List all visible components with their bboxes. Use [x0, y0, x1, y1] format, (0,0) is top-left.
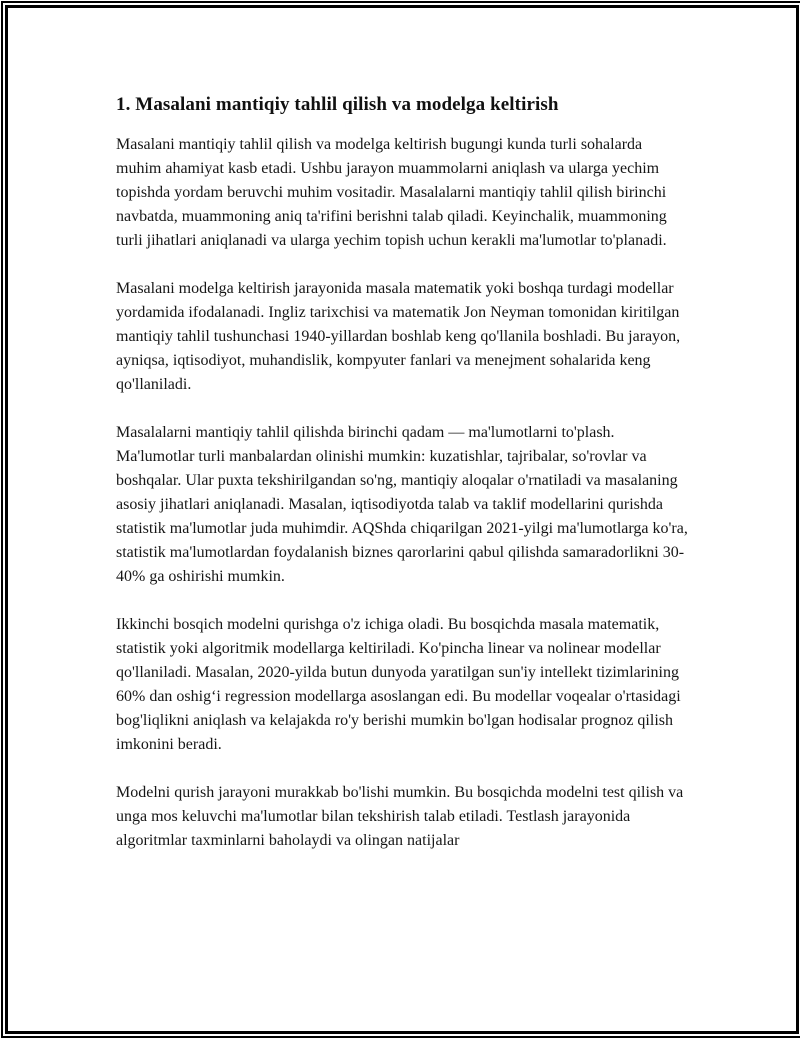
paragraph-1: Masalani mantiqiy tahlil qilish va modelga keltirish bugungi kunda turli sohalarda muhim ahamiyat kasb etadi. Ushbu jarayon muammolarni aniqlash va ularga yechim topishda yordam beruvchi muhim vositadir. Masalalarni mantiqiy tahlil qilish birinchi navbatda, muammoning aniq ta'rifini berishni talab qiladi. Keyinchalik, muammoning turli jihatlari aniqlanadi va ularga yechim topish uchun kerakli ma'lumotlar to'planadi.: [116, 136, 667, 249]
page-frame-outer: [1, 1, 800, 1038]
paragraph-4: Ikkinchi bosqich modelni qurishga o'z ichiga oladi. Bu bosqichda masala matematik, statistik yoki algoritmik modellarga keltiriladi. Ko'pincha linear va nolinear modellar qo'llaniladi. Masalan, 2020-yilda butun dunyoda yaratilgan sun'iy intellekt tizimlarining 60% dan oshigʻi regression modellarga asoslangan edi. Bu modellar voqealar o'rtasidagi bog'liqlikni aniqlash va kelajakda ro'y berishi mumkin bo'lgan hodisalar prognoz qilish imkonini beradi.: [116, 616, 681, 753]
paragraph-2: Masalani modelga keltirish jarayonida masala matematik yoki boshqa turdagi modellar yordamida ifodalanadi. Ingliz tarixchisi va matematik Jon Neyman tomonidan kiritilgan mantiqiy tahlil tushunchasi 1940-yillardan boshlab keng qo'llanila boshladi. Bu jarayon, ayniqsa, iqtisodiyot, muhandislik, kompyuter fanlari va menejment sohalarida keng qo'llaniladi.: [116, 280, 681, 393]
page-frame-inner: [5, 5, 799, 1034]
document-page: [8, 8, 796, 853]
section-heading: 1. Masalani mantiqiy tahlil qilish va modelga keltirish: [116, 94, 559, 115]
paragraph-5: Modelni qurish jarayoni murakkab bo'lishi mumkin. Bu bosqichda modelni test qilish va unga mos keluvchi ma'lumotlar bilan tekshirish talab etiladi. Testlash jarayonida algoritmlar taxminlarni baholaydi va olingan natijalar: [116, 784, 684, 849]
paragraph-3: Masalalarni mantiqiy tahlil qilishda birinchi qadam — ma'lumotlarni to'plash. Ma'lumotlar turli manbalardan olinishi mumkin: kuzatishlar, tajribalar, so'rovlar va boshqalar. Ular puxta tekshirilgandan so'ng, mantiqiy aloqalar o'rnatiladi va masalaning asosiy jihatlari aniqlanadi. Masalan, iqtisodiyotda talab va taklif modellarini qurishda statistik ma'lumotlar juda muhimdir. AQShda chiqarilgan 2021-yilgi ma'lumotlarga ko'ra, statistik ma'lumotlardan foydalanish biznes qarorlarini qabul qilishda samaradorlikni 30-40% ga oshirishi mumkin.: [116, 424, 688, 585]
